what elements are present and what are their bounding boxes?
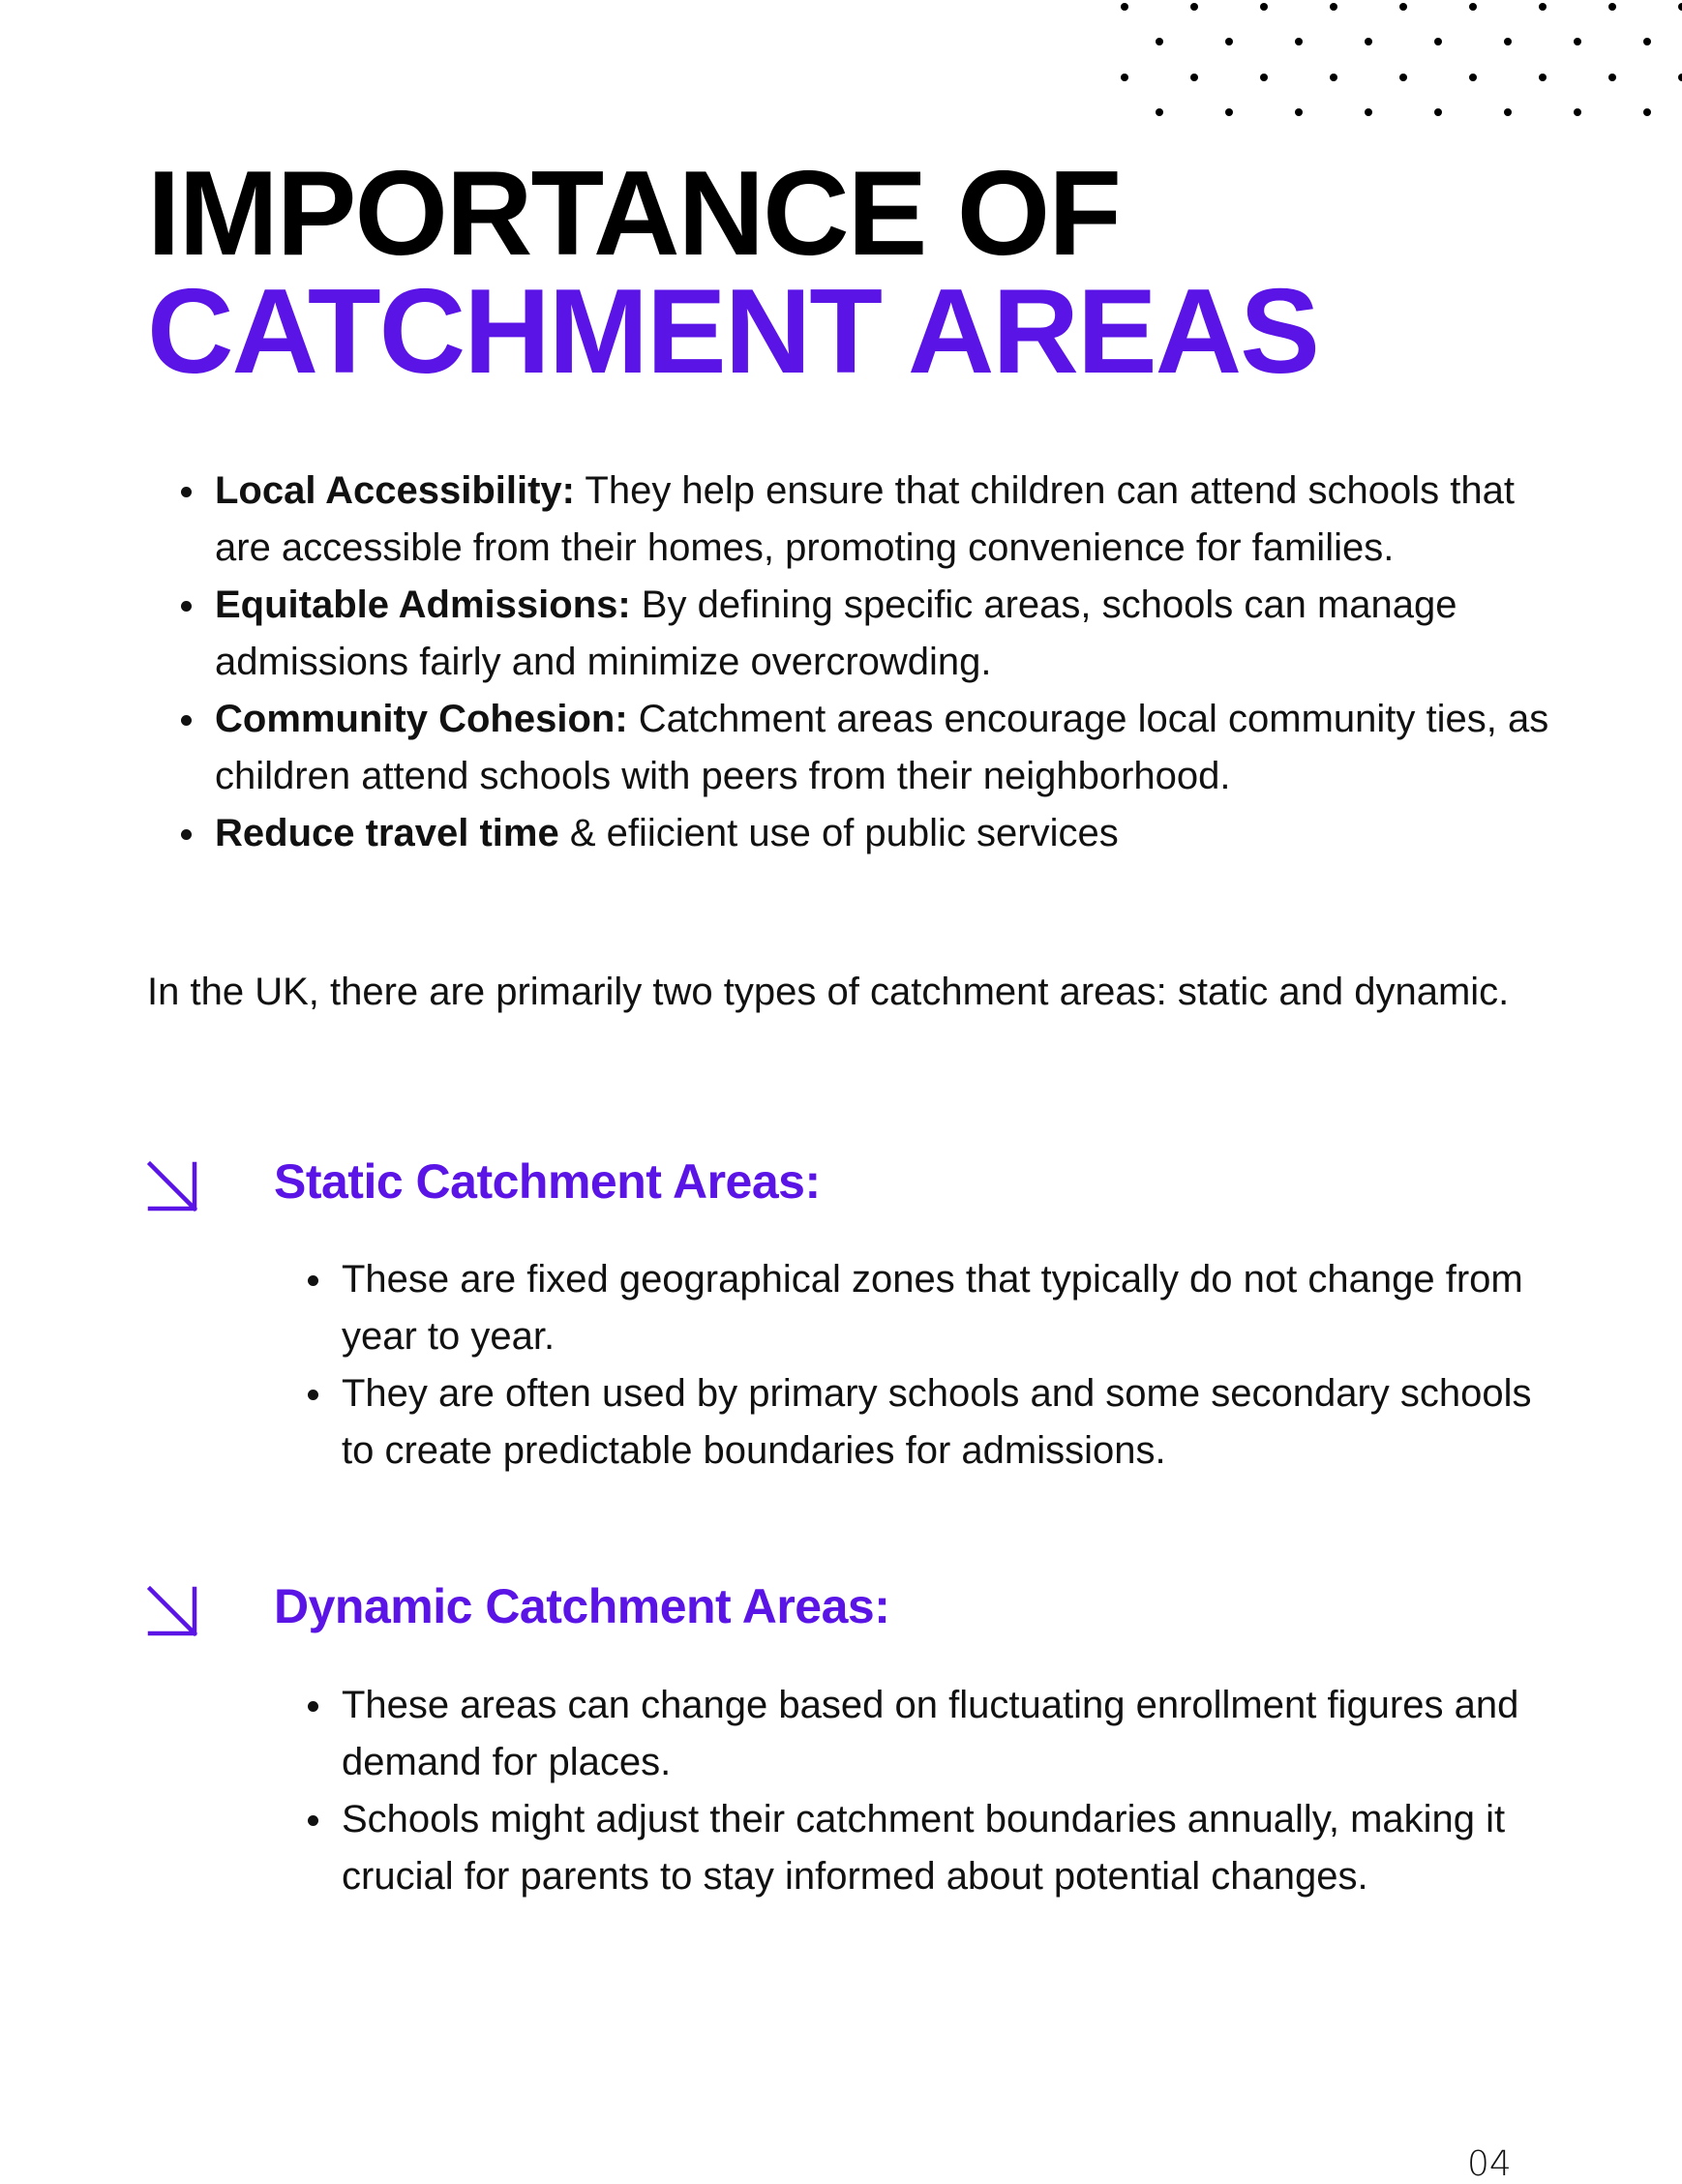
dot [1574,38,1581,45]
benefit-text: By defining specific areas, schools can manage admissions fairly and minimize overcrowding. [215,583,1457,683]
dot [1260,74,1268,81]
benefit-term: Community Cohesion: [215,698,628,740]
list-item: Schools might adjust their catchment boundaries annually, making it crucial for parents to stay informed about potential changes. [342,1791,1551,1905]
benefit-text: Catchment areas encourage local community ties, as children attend schools with peers from their neighborhood. [215,698,1549,797]
dot [1190,74,1198,81]
page-number: 04 [1467,2144,1512,2184]
list-item: They are often used by primary schools and some secondary schools to create predictable boundaries for admissions. [342,1365,1551,1480]
list-item [215,577,1570,691]
section-heading-static [147,1154,821,1212]
dot [1260,3,1268,11]
list-item [215,805,1570,862]
benefit-text: They help ensure that children can attend schools that are accessible from their homes, promoting convenience for families. [215,469,1515,569]
arrow-down-right-icon [147,1586,197,1636]
dot [1678,74,1682,81]
benefits-list [215,463,1570,862]
dot [1434,38,1442,45]
dot [1121,3,1128,11]
dot [1365,38,1372,45]
dot [1225,108,1233,116]
dot [1539,74,1547,81]
dot [1678,3,1682,11]
title-line-1: IMPORTANCE OF [147,147,1120,281]
section-heading-dynamic [147,1579,890,1636]
dot [1469,3,1477,11]
dot [1225,38,1233,45]
dot [1121,74,1128,81]
dot [1574,108,1581,116]
dot [1469,74,1477,81]
dot [1504,38,1512,45]
arrow-down-right-icon [147,1161,197,1212]
section-title: Static Catchment Areas: [274,1154,821,1209]
dot [1539,3,1547,11]
dot [1504,108,1512,116]
dot [1365,108,1372,116]
benefit-text: & efiicient use of public services [558,812,1119,854]
page-title [147,147,1318,399]
dot [1295,108,1303,116]
intro-paragraph: In the UK, there are primarily two types of catchment areas: static and dynamic. [147,971,1510,1013]
dot [1399,74,1407,81]
dot [1643,38,1651,45]
section-title: Dynamic Catchment Areas: [274,1579,890,1633]
benefit-term: Equitable Admissions: [215,583,631,626]
list-item [215,463,1570,577]
dot-grid-decoration [0,0,1682,126]
dynamic-points-list [342,1677,1551,1905]
dot [1330,74,1337,81]
list-item: These are fixed geographical zones that typically do not change from year to year. [342,1251,1551,1365]
dot [1156,38,1163,45]
dot [1399,3,1407,11]
static-points-list [342,1251,1551,1480]
dot [1295,38,1303,45]
dot [1608,74,1616,81]
dot [1156,108,1163,116]
dot [1434,108,1442,116]
benefit-term: Reduce travel time [215,812,559,854]
dot [1643,108,1651,116]
list-item [215,691,1570,805]
dot [1608,3,1616,11]
list-item: These areas can change based on fluctuating enrollment figures and demand for places. [342,1677,1551,1791]
dot [1190,3,1198,11]
benefit-term: Local Accessibility: [215,469,575,512]
title-line-2: CATCHMENT AREAS [147,265,1318,399]
dot [1330,3,1337,11]
